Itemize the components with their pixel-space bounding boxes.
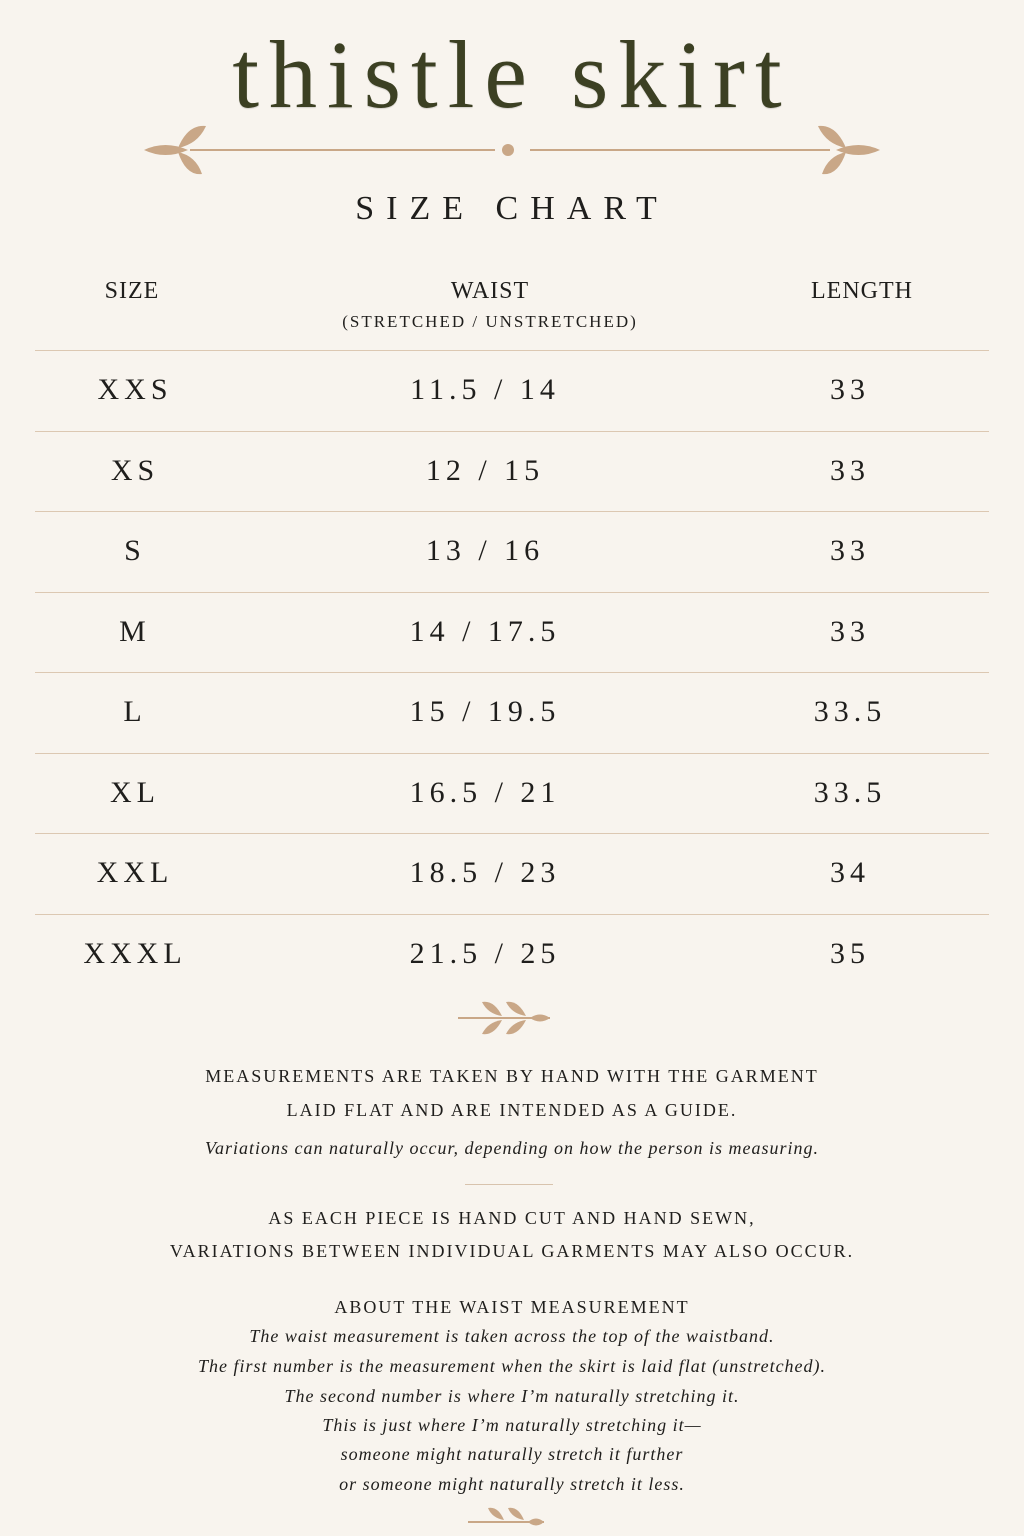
cell-size: XXS — [97, 373, 173, 406]
cell-waist: 21.5 / 25 — [409, 936, 561, 970]
row-divider — [35, 833, 989, 834]
cell-length: 33.5 — [813, 695, 887, 728]
waist-note-line: The waist measurement is taken across the top of the waistband. — [249, 1326, 775, 1346]
cell-size: L — [123, 695, 147, 728]
cell-waist: 15 / 19.5 — [409, 695, 561, 728]
cell-length: 34 — [830, 856, 870, 889]
handmade-note-line1: AS EACH PIECE IS HAND CUT AND HAND SEWN, — [268, 1208, 756, 1228]
cell-size: XXXL — [83, 936, 187, 970]
cell-waist: 14 / 17.5 — [409, 614, 561, 648]
cell-size: XL — [110, 775, 160, 809]
waist-note-line: The first number is the measurement when the skirt is laid flat (unstretched). — [197, 1356, 827, 1376]
header-length: LENGTH — [811, 278, 913, 304]
handmade-note-line2: VARIATIONS BETWEEN INDIVIDUAL GARMENTS MAY ALSO OCCUR. — [169, 1241, 855, 1261]
cell-length: 33 — [830, 534, 870, 567]
cell-size: M — [119, 614, 151, 648]
cell-size: S — [124, 534, 146, 567]
leaf-branch-divider-icon — [140, 118, 884, 182]
waist-note-line: This is just where I’m naturally stretching it— — [322, 1415, 702, 1435]
cell-length: 35 — [830, 936, 870, 970]
cell-waist: 18.5 / 23 — [409, 856, 561, 889]
row-divider — [35, 350, 989, 351]
cell-length: 33 — [830, 614, 870, 648]
measure-note-italic: Variations can naturally occur, depending on how the person is measuring. — [205, 1138, 819, 1158]
cell-length: 33 — [830, 373, 870, 406]
section-title: SIZE CHART — [355, 190, 669, 227]
measure-note-line2: LAID FLAT AND ARE INTENDED AS A GUIDE. — [286, 1100, 738, 1120]
page-title: thistle skirt — [232, 21, 792, 128]
cell-waist: 12 / 15 — [425, 453, 545, 487]
cell-waist: 11.5 / 14 — [410, 373, 560, 406]
waist-note-line: someone might naturally stretch it further — [340, 1444, 684, 1464]
cell-waist: 13 / 16 — [425, 534, 545, 567]
waist-note-heading: ABOUT THE WAIST MEASUREMENT — [334, 1297, 690, 1317]
leaf-sprig-icon — [466, 1500, 546, 1536]
waist-note-line: or someone might naturally stretch it less. — [339, 1474, 685, 1494]
cell-waist: 16.5 / 21 — [409, 775, 561, 809]
row-divider — [35, 592, 989, 593]
row-divider — [35, 431, 989, 432]
row-divider — [35, 672, 989, 673]
header-size: SIZE — [104, 278, 160, 304]
divider — [465, 1184, 553, 1185]
row-divider — [35, 914, 989, 915]
leaf-sprig-icon — [454, 996, 554, 1040]
cell-length: 33.5 — [813, 775, 887, 809]
row-divider — [35, 511, 989, 512]
header-waist-sub: (STRETCHED / UNSTRETCHED) — [342, 312, 638, 331]
cell-size: XXL — [96, 856, 174, 889]
row-divider — [35, 753, 989, 754]
cell-size: XS — [110, 453, 160, 487]
measure-note-line1: MEASUREMENTS ARE TAKEN BY HAND WITH THE GARMENT — [205, 1066, 819, 1086]
waist-note-line: The second number is where I’m naturally stretching it. — [284, 1386, 740, 1406]
cell-length: 33 — [830, 453, 870, 487]
header-waist: WAIST — [450, 278, 530, 304]
